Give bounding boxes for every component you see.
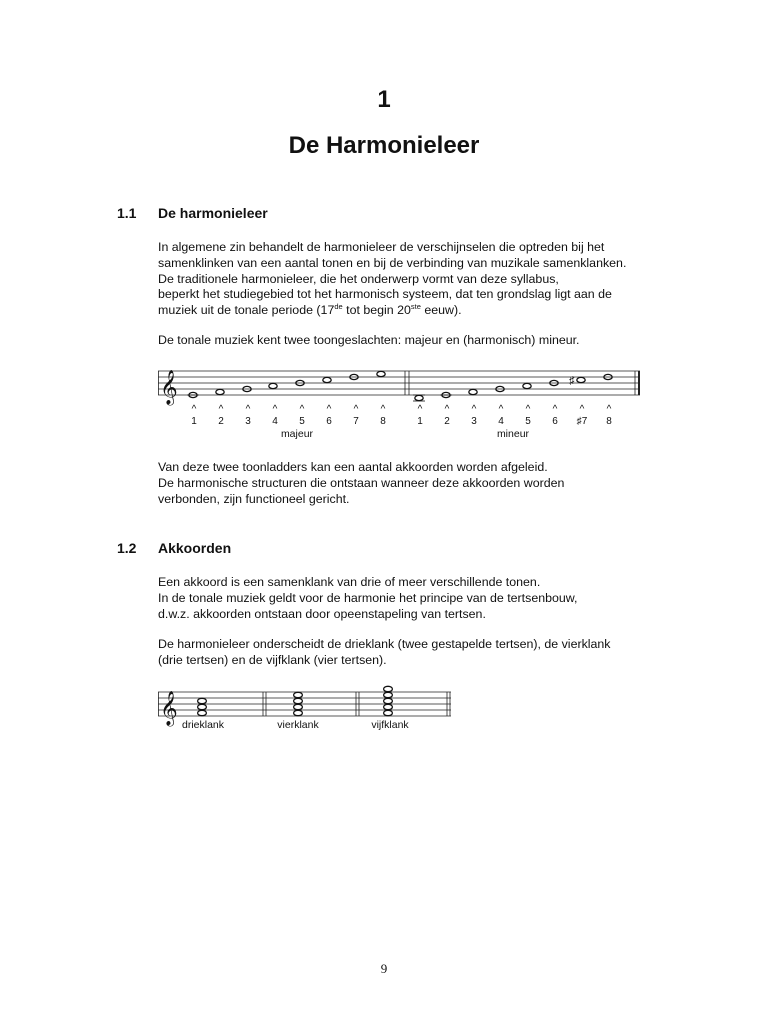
page-number: 9 <box>380 961 388 976</box>
treble-clef-icon: 𝄞 <box>160 371 178 404</box>
text-line <box>158 303 678 319</box>
text-segment: muziek uit de tonale periode (17 <box>158 303 335 318</box>
degree-label: 5 <box>525 416 531 427</box>
majeur-degree-labels <box>191 404 386 427</box>
degree-label: 1 <box>417 416 423 427</box>
note-head <box>198 698 207 703</box>
caret-mark: ^ <box>299 404 305 415</box>
caret-mark: ^ <box>417 404 423 415</box>
note-head <box>523 383 531 388</box>
note-head <box>294 692 303 697</box>
caret-mark: ^ <box>191 404 197 415</box>
treble-clef-icon: 𝄞 <box>160 692 178 725</box>
caret-mark: ^ <box>218 404 224 415</box>
mineur-label: mineur <box>496 428 530 440</box>
staff-lines <box>158 371 640 395</box>
note-head <box>198 710 207 715</box>
note-head <box>377 371 385 376</box>
text-line: Een akkoord is een samenklank van drie of meer verschillende tonen. <box>158 575 541 589</box>
degree-label: 6 <box>326 416 332 427</box>
scales-figure <box>0 360 768 450</box>
note-head <box>323 377 331 382</box>
note-head <box>384 692 393 697</box>
section-title: Akkoorden <box>158 540 232 556</box>
caret-mark: ^ <box>579 404 585 415</box>
paragraph-akkoord <box>158 575 678 622</box>
chord-label-vierklank: vierklank <box>277 719 319 731</box>
caret-mark: ^ <box>380 404 386 415</box>
note-head <box>216 389 224 394</box>
note-head <box>294 704 303 709</box>
sharp-icon: ♯ <box>569 375 575 387</box>
text-segment: tot begin 20 <box>342 303 411 318</box>
degree-label: 2 <box>218 416 224 427</box>
chord-label-drieklank: drieklank <box>181 719 225 731</box>
caret-mark: ^ <box>353 404 359 415</box>
degree-label: 5 <box>299 416 305 427</box>
section-number: 1.2 <box>117 540 137 556</box>
paragraph-klanken <box>158 637 678 669</box>
degree-label: 3 <box>245 416 251 427</box>
superscript: de <box>334 302 343 312</box>
notes-majeur <box>187 371 385 397</box>
text-line: Van deze twee toonladders kan een aantal akkoorden worden afgeleid. <box>158 460 548 474</box>
text-line: In de tonale muziek geldt voor de harmonie het principe van de tertsenbouw, <box>158 590 578 605</box>
caret-mark: ^ <box>326 404 332 415</box>
mineur-degree-labels <box>417 404 612 427</box>
degree-label: 4 <box>272 416 278 427</box>
caret-mark: ^ <box>606 404 612 415</box>
degree-label: ♯7 <box>576 416 588 427</box>
section-title: De harmonieleer <box>158 205 268 221</box>
caret-mark: ^ <box>525 404 531 415</box>
superscript: ste <box>410 302 421 312</box>
note-head <box>384 698 393 703</box>
caret-mark: ^ <box>498 404 504 415</box>
caret-mark: ^ <box>272 404 278 415</box>
note-head <box>198 704 207 709</box>
degree-label: 4 <box>498 416 504 427</box>
text-line: verbonden, zijn functioneel gericht. <box>158 491 350 506</box>
text-segment: eeuw). <box>420 303 462 318</box>
note-head <box>269 383 277 388</box>
paragraph-toongeslachten: De tonale muziek kent twee toongeslachten: majeur en (harmonisch) mineur. <box>158 333 580 347</box>
degree-label: 3 <box>471 416 477 427</box>
note-head <box>384 704 393 709</box>
paragraph-intro <box>158 240 678 319</box>
note-head <box>577 377 585 382</box>
chord-label-vijfklank: vijfklank <box>371 719 409 731</box>
text-line: De harmonische structuren die ontstaan wanneer deze akkoorden worden <box>158 475 565 490</box>
caret-mark: ^ <box>471 404 477 415</box>
text-line: beperkt het studiegebied tot het harmonisch systeem, dat ten grondslag ligt aan de <box>158 287 612 302</box>
chord-vijfklank <box>384 686 393 715</box>
notes-mineur <box>413 374 612 401</box>
caret-mark: ^ <box>552 404 558 415</box>
caret-mark: ^ <box>444 404 450 415</box>
text-line: De traditionele harmonieleer, die het onderwerp vormt van deze syllabus, <box>158 271 559 286</box>
text-line: In algemene zin behandelt de harmonieleer de verschijnselen die optreden bij het <box>158 240 605 254</box>
majeur-label: majeur <box>280 428 314 440</box>
text-line: samenklinken van een aantal tonen en bij de verbinding van muzikale samenklanken. <box>158 255 627 270</box>
text-line: De harmonieleer onderscheidt de drieklank (twee gestapelde tertsen), de vierklank <box>158 637 611 651</box>
chords-figure <box>0 680 768 740</box>
section-number: 1.1 <box>117 205 137 221</box>
chapter-number: 1 <box>377 86 391 113</box>
degree-label: 6 <box>552 416 558 427</box>
note-head <box>384 710 393 715</box>
note-head <box>384 686 393 691</box>
paragraph-toonladders <box>158 460 678 507</box>
text-line: d.w.z. akkoorden ontstaan door opeenstapeling van tertsen. <box>158 606 486 621</box>
chapter-title: De Harmonieleer <box>288 132 480 159</box>
note-head <box>469 389 477 394</box>
degree-label: 8 <box>380 416 386 427</box>
degree-label: 2 <box>444 416 450 427</box>
text-line: (drie tertsen) en de vijfklank (vier tertsen). <box>158 652 387 667</box>
note-head <box>415 395 423 400</box>
note-head <box>294 698 303 703</box>
caret-mark: ^ <box>245 404 251 415</box>
degree-label: 8 <box>606 416 612 427</box>
degree-label: 7 <box>353 416 359 427</box>
degree-label: 1 <box>191 416 197 427</box>
note-head <box>294 710 303 715</box>
chord-drieklank <box>198 698 207 715</box>
